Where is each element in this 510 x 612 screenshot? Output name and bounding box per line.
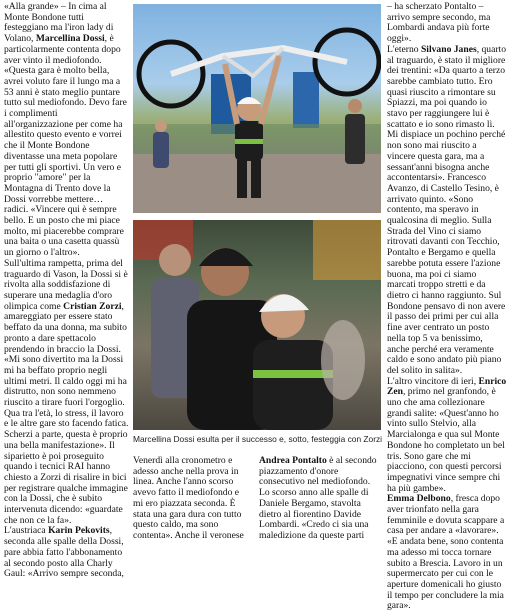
paragraph-pekovits bbox=[4, 526, 129, 580]
name-emma-delbono: Emma Delbono bbox=[387, 493, 451, 505]
name-andrea-pontalto: Andrea Pontalto bbox=[259, 455, 327, 466]
zorzi-helmet bbox=[199, 248, 253, 266]
article-bottom-column-1 bbox=[133, 456, 250, 542]
dossi-jersey bbox=[253, 340, 333, 430]
photo-caption: Marcellina Dossi esulta per il successo e, sotto, festeggia con Zorzi bbox=[133, 434, 383, 444]
photo-illustration bbox=[133, 220, 381, 430]
rider-leg bbox=[237, 160, 247, 198]
text: , amareggiato per essere stato beffato da una donna, ma subito pronto a dare spettacolo prendendo in braccio la Dossi. «Mi sono divertito ma la Dossi mi ha beffato proprio negli ultimi metri. Il caldo oggi mi ha distrutto, non sono nemmeno riuscito a tirare fuori l'orgoglio. Qua tra l'età, lo stress, il lavoro e le altre gare sto facendo fatica. Scherzi a parte, questa è proprio una bella manifestazione». Il siparietto è poi proseguito quando i tecnici RAI hanno chiesto a Zorzi di risalire in bici per registrare qualche immagine con la Dossi, che è subito intervenuta dicendo: «guardate che non ce la fa». bbox=[4, 300, 129, 526]
name-enrico-zen: Enrico Zen bbox=[387, 375, 507, 398]
text: , seconda alle spalle della Dossi, pare abbia fatto l'abbonamento al secondo posto alla Charly Gaul: «Arrivo sempre seconda, bbox=[4, 525, 124, 580]
article-bottom-column-2 bbox=[259, 456, 381, 542]
spectator bbox=[153, 132, 169, 168]
name-marcellina-dossi: Marcellina Dossi bbox=[35, 33, 105, 45]
text: L'eterno bbox=[387, 43, 421, 55]
paragraph-janes bbox=[387, 45, 507, 377]
article-right-column bbox=[387, 2, 507, 612]
paragraph-pontalto bbox=[259, 456, 381, 542]
photo-illustration bbox=[133, 4, 381, 213]
dossi-helmet bbox=[259, 294, 309, 312]
paragraph-zen bbox=[387, 377, 507, 495]
background-umbrella bbox=[313, 220, 381, 280]
bystander-head bbox=[159, 244, 191, 276]
text-lead: «Alla grande» – In cima al Monte Bondone tutti festeggiano ma l'iron lady di Volano, bbox=[4, 1, 114, 45]
paragraph-delbono bbox=[387, 494, 507, 612]
photo-dossi-zorzi bbox=[133, 220, 381, 430]
text: , quarto al traguardo, è stato il migliore dei trentini: «Da quarto a terzo sarebbe cambiato tutto. Ero quasi riuscito a rimontare su Spiazzi, ma poi quando io stavo per raggiungere lui è scattato e io sono rimasto lì. Mi dispiace un pochino perché non sono mai riuscito a vincere questa gara, ma a sessant'anni bisogna anche accontentarsi». Francesco Avanzo, di Castello Tesino, è arrivato quinto. «Sono contento, ma speravo in qualcosina di meglio. Sulla Strada del Vino ci siamo ritrovati davanti con Tecchio, Pontalto e Bergamo e quella sarebbe potuta essere l'azione buona, ma poi ci siamo marcati troppo stretti e da dietro ci hanno raggiunto. Sul Bondone pensavo di non avere il passo dei primi per cui alla fine aver centrato un posto nella top 5 va benissimo, anche perché era veramente caldo e sono andato più piano del solito in salita». bbox=[387, 43, 506, 376]
name-silvano-janes: Silvano Janes bbox=[420, 43, 477, 55]
banner bbox=[293, 72, 319, 128]
paragraph-pontalto-quote: – ha scherzato Pontalto – arrivo sempre secondo, ma Lombardi andava più forte oggi». bbox=[387, 1, 491, 45]
spectator bbox=[345, 114, 365, 164]
article-left-column bbox=[4, 2, 129, 580]
paragraph-zorzi bbox=[4, 259, 129, 527]
paragraph: Venerdì alla cronometro e adesso anche nella prova in linea. Anche l'anno scorso avevo fatto il mediofondo e mi ero piazzata seconda. È stata una gara dura con tutto questo caldo, ma sono contenta». Anche il veronese bbox=[133, 455, 244, 541]
text: , fresca dopo aver trionfato nella gara femminile e dovuta scappare a casa per andare a «lavorare». «E andata bene, sono contenta ma adesso mi tocca tornare subito a Brescia. Lavoro in un supermercato per cui con le aperture domenicali ho giusto il tempo per concludere la mia gara». bbox=[387, 493, 505, 612]
jersey-stripe bbox=[253, 370, 333, 378]
text: Sull'ultima rampetta, prima del traguardo di Vason, la Dossi si è rivolta alla soddisfazione di superare una medaglia d'oro olimpica come bbox=[4, 257, 128, 312]
spectator-head bbox=[348, 99, 362, 113]
rider-leg bbox=[251, 160, 261, 198]
text: L'austriaca bbox=[4, 525, 49, 537]
photo-winner-celebration bbox=[133, 4, 381, 213]
text-quote-dossi: , è particolarmente contenta dopo aver vinto il mediofondo. «Questa gara è molto bella, avrei voluto fare il lungo ma a 53 anni è stato meglio puntare tutto sul mediofondo. Devo fare i complimenti all'organizzazione per come ha allestito questo evento e vorrei che il Monte Bondone diventasse una meta popolare per tutti gli sportivi. Un vero e proprio "amore" per la Montagna di Trento dove la Dossi vorrebbe mettere… radici. «Vincere qui è sempre bello. E un posto che mi piace molto, mi piacerebbe comprare una baita o una casetta quassù un giorno o l'altro». bbox=[4, 33, 127, 259]
jersey-stripe bbox=[235, 139, 263, 144]
text: , primo nel granfondo, è uno che ama collezionare grandi salite: «Quest'anno ho vinto sullo Stelvio, alla Marcialonga e qua sul Monte Bondone ho completato un bel tris. Sono gare che mi piacciono, con questi percorsi impegnativi vince sempre chi ha più gambe». bbox=[387, 386, 505, 494]
background-person bbox=[321, 320, 365, 400]
paragraph-intro bbox=[4, 2, 129, 259]
spectator-head bbox=[155, 120, 167, 132]
name-cristian-zorzi: Cristian Zorzi bbox=[63, 300, 122, 312]
text: L'altro vincitore di ieri, bbox=[387, 375, 479, 387]
name-karin-pekovits: Karin Pekovits bbox=[48, 525, 110, 537]
text: è al secondo piazzamento d'onore consecutivo nel mediofondo. Lo scorso anno alle spalle di Daniele Bergamo, stavolta dietro al fiorentino Davide Lombardi. «Credo ci sia una maledizione da queste parti bbox=[259, 455, 377, 541]
